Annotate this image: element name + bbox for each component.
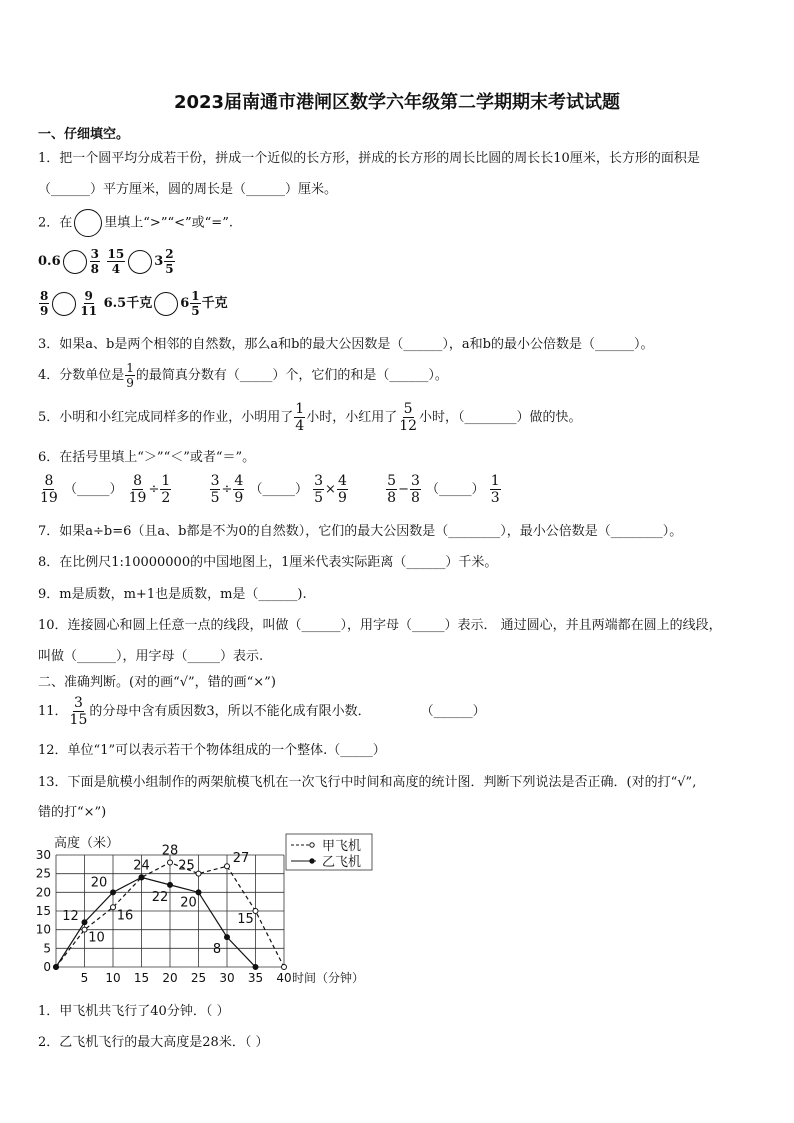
x-tick-label: 30 <box>219 971 235 985</box>
q5-mid: 小时，小红用了 <box>306 410 398 425</box>
x-axis-label: 时间（分钟） <box>292 971 365 985</box>
question-5 <box>38 402 582 433</box>
frac-num: 1 <box>191 289 200 303</box>
legend-marker <box>310 859 314 863</box>
q4-suffix: 的最简真分数有（_____）个，它们的和是（______）。 <box>135 368 448 383</box>
flight-chart <box>28 830 378 985</box>
yi-point <box>168 882 173 887</box>
x-tick-label: 15 <box>133 971 150 985</box>
x-tick-label: 40 <box>276 971 292 985</box>
question-13-line-1: 13．下面是航模小组制作的两架航模飞机在一次飞行中时间和高度的统计图．判断下列说法是否正确．(对的打“√”, <box>38 775 697 790</box>
data-label: 10 <box>88 930 105 946</box>
answer-circle[interactable] <box>63 250 87 274</box>
legend-label: 乙飞机 <box>322 855 362 870</box>
q5-prefix: 5．小明和小红完成同样多的作业，小明用了 <box>38 410 294 425</box>
q2r1-whole: 3 <box>154 254 164 269</box>
data-label: 27 <box>232 851 250 867</box>
x-tick-label: 5 <box>80 971 89 985</box>
question-12: 12．单位“1”可以表示若干个物体组成的一个整体.（_____） <box>38 743 386 758</box>
y-tick-label: 15 <box>35 904 51 918</box>
q2r2-value: 6.5千克 <box>103 296 153 311</box>
x-tick-label: 20 <box>162 971 178 985</box>
question-11 <box>38 696 486 727</box>
compare-circle <box>74 209 102 237</box>
question-7: 7．如果a÷b=6（且a、b都是不为0的自然数），它们的最大公因数是（________），最小公倍数是（________）。 <box>38 524 683 539</box>
jia-point <box>225 864 230 869</box>
y-tick-label: 0 <box>43 960 51 974</box>
frac-den: 5 <box>191 304 200 318</box>
legend-label: 甲飞机 <box>322 839 362 854</box>
question-6: 6．在括号里填上“＞”“＜”或者“＝”。 <box>38 450 256 465</box>
frac-num: 9 <box>84 289 93 303</box>
y-axis-label: 高度（米） <box>54 836 120 851</box>
question-1-line-2: （______）平方厘米，圆的周长是（______）厘米。 <box>38 182 338 197</box>
frac-num: 1 <box>295 401 305 417</box>
data-label: 22 <box>151 889 169 905</box>
data-label: 24 <box>133 858 150 874</box>
y-tick-label: 20 <box>35 885 51 900</box>
question-2-prefix: 2．在 <box>38 215 73 231</box>
y-tick-label: 5 <box>43 941 51 956</box>
frac-den: 9 <box>126 376 134 390</box>
y-tick-label: 30 <box>35 848 51 862</box>
yi-point <box>54 965 59 970</box>
question-3: 3．如果a、b是两个相邻的自然数，那么a和b的最大公因数是（______），a和b的最小公倍数是（______）。 <box>38 337 654 352</box>
section-heading-1: 一、仔细填空。 <box>38 127 130 142</box>
q11-blank[interactable]: （______） <box>420 704 486 719</box>
question-9: 9．m是质数，m+1也是质数，m是（______). <box>38 587 307 602</box>
frac-den: 11 <box>80 304 98 318</box>
data-label: 12 <box>62 909 79 925</box>
frac-num: 15 <box>107 247 125 261</box>
question-8: 8．在比例尺1:10000000的中国地图上，1厘米代表实际距离（______）千米。 <box>38 555 498 570</box>
q2r2-whole: 6 <box>180 296 190 311</box>
y-tick-label: 10 <box>35 922 51 937</box>
data-label: 28 <box>161 843 179 859</box>
section-heading-2: 二、准确判断。(对的画“√”，错的画“×”) <box>38 675 276 690</box>
data-label: 16 <box>116 908 134 924</box>
q5-suffix: 小时，（________）做的快。 <box>419 410 582 425</box>
question-6-items: $\frac{8}{19}$ （_____） $\frac{8}{19}$ ÷ $\frac{1}{2}$ $\frac{3}{5}$ ÷ $\frac{4}{9}$ （_____） $\frac{3}{5}$ × $\frac{4}{9}$ $\frac{5}{8}$ − $\frac{3}{8}$ （_____） $\frac{1}{3}$ <box>40 473 500 506</box>
question-10-line-1: 10．连接圆心和圆上任意一点的线段，叫做（______），用字母（_____）表示． 通过圆心，并且两端都在圆上的线段， <box>38 618 722 633</box>
x-tick-label: 25 <box>190 971 207 985</box>
data-label: 20 <box>90 875 108 891</box>
yi-point <box>253 965 258 970</box>
q4-prefix: 4．分数单位是 <box>38 368 125 383</box>
data-label: 15 <box>237 912 254 927</box>
frac-den: 4 <box>111 262 121 276</box>
answer-circle[interactable] <box>128 250 152 274</box>
jia-point <box>196 871 201 876</box>
x-tick-label: 35 <box>247 971 264 985</box>
q11-prefix: 11． <box>38 704 68 719</box>
question-2-suffix: 里填上“>”“<”或“=”. <box>104 215 233 231</box>
y-tick-label: 25 <box>35 866 51 881</box>
jia-point <box>282 965 287 970</box>
question-4 <box>38 362 448 389</box>
jia-point <box>111 905 116 910</box>
question-10-line-2: 叫做（______），用字母（_____）表示. <box>38 649 264 664</box>
frac-den: 8 <box>90 262 99 276</box>
answer-circle[interactable] <box>154 292 178 316</box>
question-2-row-1 <box>38 248 176 275</box>
page-title: 2023届南通市港闸区数学六年级第二学期期末考试试题 <box>173 92 621 113</box>
yi-point <box>196 890 201 895</box>
q2r2-unit: 千克 <box>201 296 228 311</box>
data-label: 20 <box>180 895 197 911</box>
yi-point <box>139 875 144 880</box>
x-tick-label: 10 <box>105 971 121 985</box>
frac-num: 8 <box>40 289 49 303</box>
frac-num: 1 <box>126 361 134 375</box>
frac-den: 5 <box>165 262 174 276</box>
frac-num: 2 <box>165 247 174 261</box>
q2r1-a: 0.6 <box>38 254 61 269</box>
frac-num: 3 <box>74 695 83 711</box>
frac-den: 12 <box>399 418 418 434</box>
answer-circle[interactable] <box>52 292 76 316</box>
legend-marker <box>310 843 314 847</box>
q6-blank-2[interactable]: （_____） <box>249 482 308 497</box>
frac-den: 15 <box>69 712 88 728</box>
q6-blank-1[interactable]: （_____） <box>63 482 123 497</box>
yi-point <box>82 920 87 925</box>
jia-point <box>82 927 87 932</box>
jia-point <box>168 860 173 865</box>
frac-num: 5 <box>403 401 413 417</box>
q11-text: 的分母中含有质因数3，所以不能化成有限小数． <box>89 704 371 719</box>
question-1-line-1: 1．把一个圆平均分成若干份，拼成一个近似的长方形，拼成的长方形的周长比圆的周长长10厘米，长方形的面积是 <box>38 151 700 166</box>
data-label: 25 <box>178 858 195 874</box>
frac-den: 4 <box>295 418 305 434</box>
judgment-2: 2．乙飞机飞行的最大高度是28米．（ ） <box>38 1035 269 1050</box>
frac-den: 9 <box>40 304 49 318</box>
question-2 <box>38 209 233 237</box>
q6-blank-3[interactable]: （_____） <box>426 482 485 497</box>
data-label: 8 <box>212 942 222 958</box>
judgment-1: 1．甲飞机共飞行了40分钟．（ ） <box>38 1004 230 1019</box>
frac-num: 3 <box>90 247 99 261</box>
question-2-row-2 <box>38 290 228 317</box>
question-13-line-2: 错的打“×”) <box>38 805 107 820</box>
yi-point <box>111 890 116 895</box>
yi-point <box>225 935 230 940</box>
